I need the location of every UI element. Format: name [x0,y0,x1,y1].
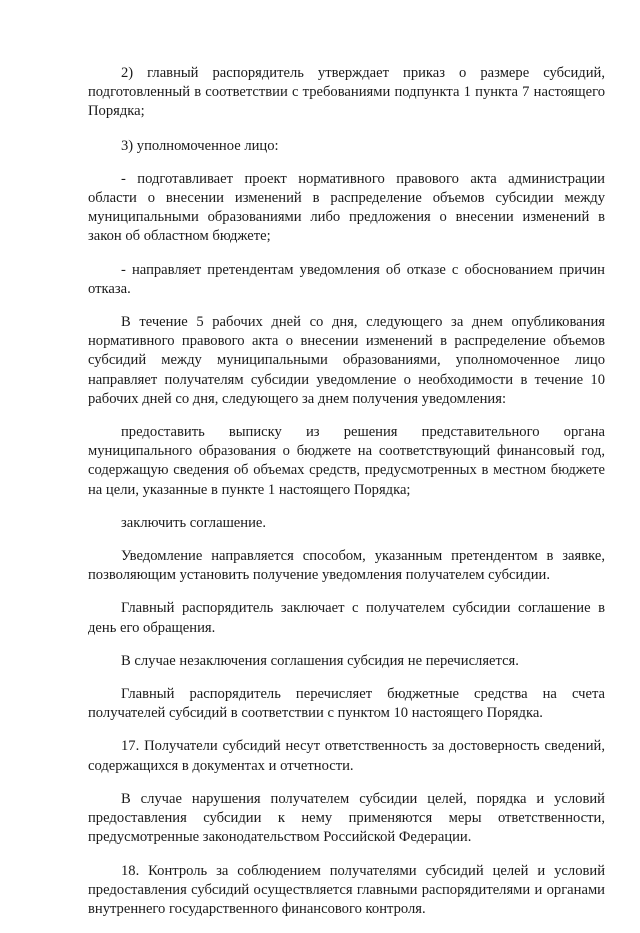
paragraph-conclude-agreement: заключить соглашение. [121,514,267,531]
paragraph-chief-manager-order: 2) главный распорядитель утверждает приказ о размере субсидий, подготовленный в соответствии с требованиями подпункта 1 пункта 7 настоящего Порядка; [88,65,605,120]
paragraph-no-agreement: В случае незаключения соглашения субсидия не перечисляется. [121,652,519,669]
paragraph-prepare-draft-act: - подготавливает проект нормативного правового акта администрации области о внесении изменений в распределение объемов субсидии между муниципальными образованиями либо предложения о внесении изменений в закон об областном бюджете; [88,170,605,245]
document-body [88,64,605,933]
paragraph-item-17: 17. Получатели субсидий несут ответственность за достоверность сведений, содержащихся в документах и отчетности. [88,738,605,774]
paragraph-violation-measures: В случае нарушения получателем субсидии целей, порядка и условий предоставления субсидии к нему применяются меры ответственности, предусмотренные законодательством Российской Федерации. [88,790,605,846]
paragraph-transfer-funds: Главный распорядитель перечисляет бюджетные средства на счета получателей субсидий в соответствии с пунктом 10 настоящего Порядка. [88,686,605,722]
paragraph-notification-deadline: В течение 5 рабочих дней со дня, следующего за днем опубликования нормативного правового акта о внесении изменений в распределение объемов субсидий между муниципальными образованиями, уполномоченное лицо направляет получателям субсидии уведомление о необходимости в течение 10 рабочих дней со дня, следующего за днем получения уведомления: [88,314,605,407]
paragraph-item-18: 18. Контроль за соблюдением получателями субсидий целей и условий предоставления субсидий осуществляется главными распорядителями и органами внутреннего государственного финансового контроля. [88,862,605,917]
paragraph-send-refusal: - направляет претендентам уведомления об отказе с обоснованием причин отказа. [88,261,605,297]
paragraph-agreement-day: Главный распорядитель заключает с получателем субсидии соглашение в день его обращения. [88,600,605,636]
paragraph-authorized-person-heading: 3) уполномоченное лицо: [121,137,279,154]
paragraph-notification-method: Уведомление направляется способом, указанным претендентом в заявке, позволяющим установить получение уведомления получателем субсидии. [88,548,605,584]
paragraph-provide-extract: предоставить выписку из решения представительного органа муниципального образования о бюджете на соответствующий финансовый год, содержащую сведения об объемах средств, предусмотренных в местном бюджете на цели, указанные в пункте 1 настоящего Порядка; [88,424,605,498]
